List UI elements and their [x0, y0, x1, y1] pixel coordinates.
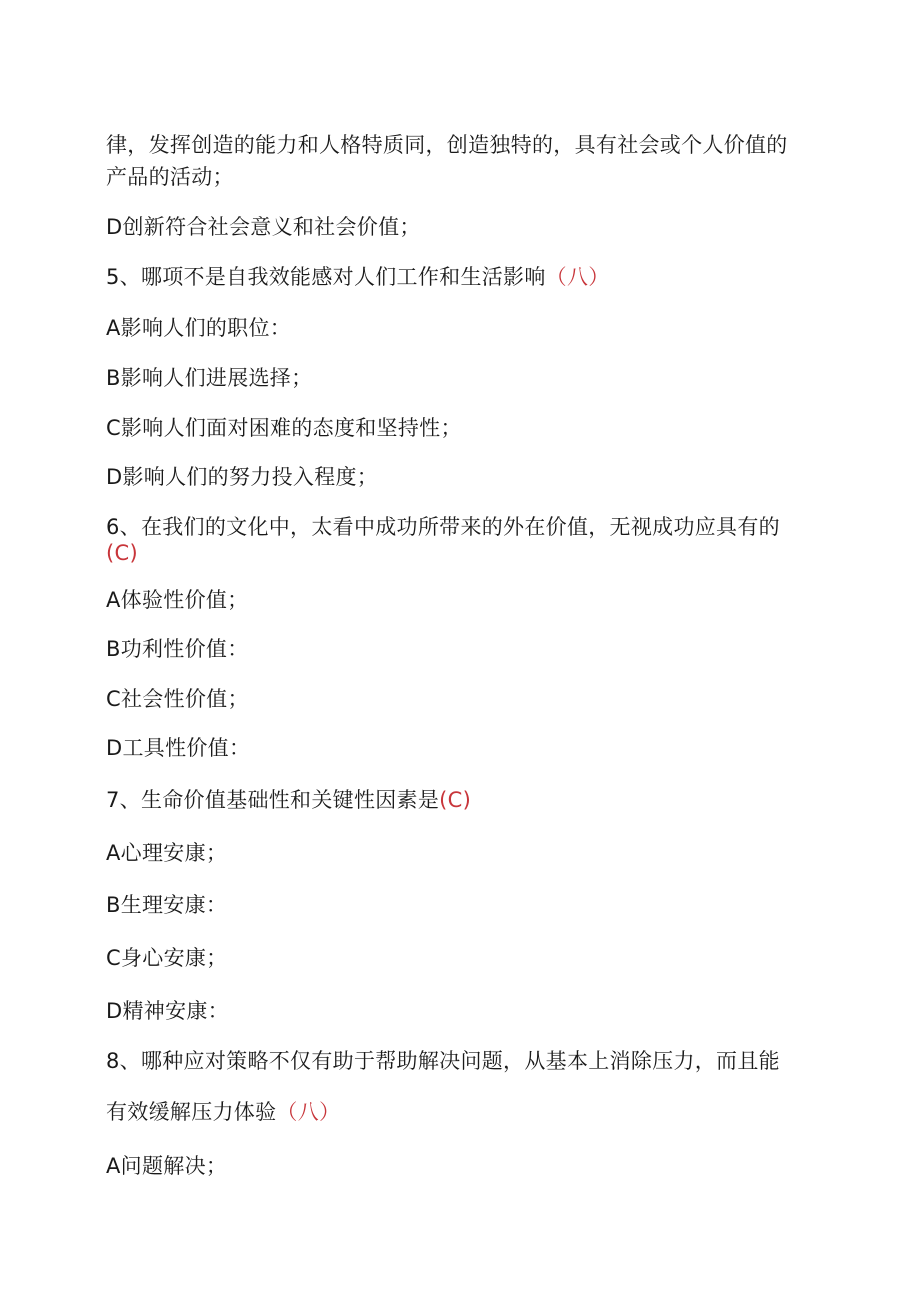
option-c: [106, 413, 806, 443]
option-d: [106, 996, 806, 1026]
answer-mark: （八）: [545, 265, 610, 289]
question-5: [106, 262, 806, 292]
answer-mark: (C): [106, 541, 138, 565]
question-text: 7、生命价值基础性和关键性因素是: [106, 788, 440, 812]
option-b: [106, 363, 806, 393]
text-line: [106, 130, 806, 160]
line-text: D精神安康：: [106, 999, 229, 1023]
option-a: [106, 585, 806, 615]
option-d: [106, 733, 806, 763]
option-d: [106, 462, 806, 492]
line-text: A影响人们的职位：: [106, 316, 292, 340]
line-text: C社会性价值；: [106, 687, 249, 711]
line-text: B影响人们进展选择；: [106, 366, 313, 390]
line-text: D创新符合社会意义和社会价值；: [106, 215, 421, 239]
question-6-answer-line: [106, 538, 806, 568]
question-7: [106, 785, 806, 815]
line-text: B生理安康：: [106, 893, 228, 917]
line-text: A问题解决；: [106, 1154, 228, 1178]
line-text: D影响人们的努力投入程度；: [106, 465, 379, 489]
question-text: 8、哪种应对策略不仅有助于帮助解决问题，从基本上消除压力，而且能: [106, 1049, 780, 1073]
question-text: 6、在我们的文化中，太看中成功所带来的外在价值，无视成功应具有的: [106, 515, 780, 539]
line-text: A心理安康；: [106, 841, 228, 865]
option-a: [106, 838, 806, 868]
line-text: 产品的活动；: [106, 165, 234, 189]
answer-mark: (C): [439, 788, 472, 812]
question-text: 5、哪项不是自我效能感对人们工作和生活影响: [106, 265, 546, 289]
question-text: 有效缓解压力体验: [106, 1100, 277, 1124]
answer-mark: （八）: [276, 1100, 341, 1124]
option-a: [106, 313, 806, 343]
line-text: A体验性价值；: [106, 588, 249, 612]
line-text: C身心安康；: [106, 946, 228, 970]
line-text: B功利性价值：: [106, 637, 249, 661]
option-d: [106, 212, 806, 242]
question-8: [106, 1046, 806, 1076]
question-8-continued: [106, 1097, 806, 1127]
option-a: [106, 1151, 806, 1181]
line-text: 律，发挥创造的能力和人格特质同，创造独特的，具有社会或个人价值的: [106, 133, 788, 157]
line-text: D工具性价值：: [106, 736, 251, 760]
option-c: [106, 684, 806, 714]
option-b: [106, 634, 806, 664]
line-text: C影响人们面对困难的态度和坚持性；: [106, 416, 462, 440]
option-c: [106, 943, 806, 973]
option-b: [106, 890, 806, 920]
text-line: [106, 162, 806, 192]
